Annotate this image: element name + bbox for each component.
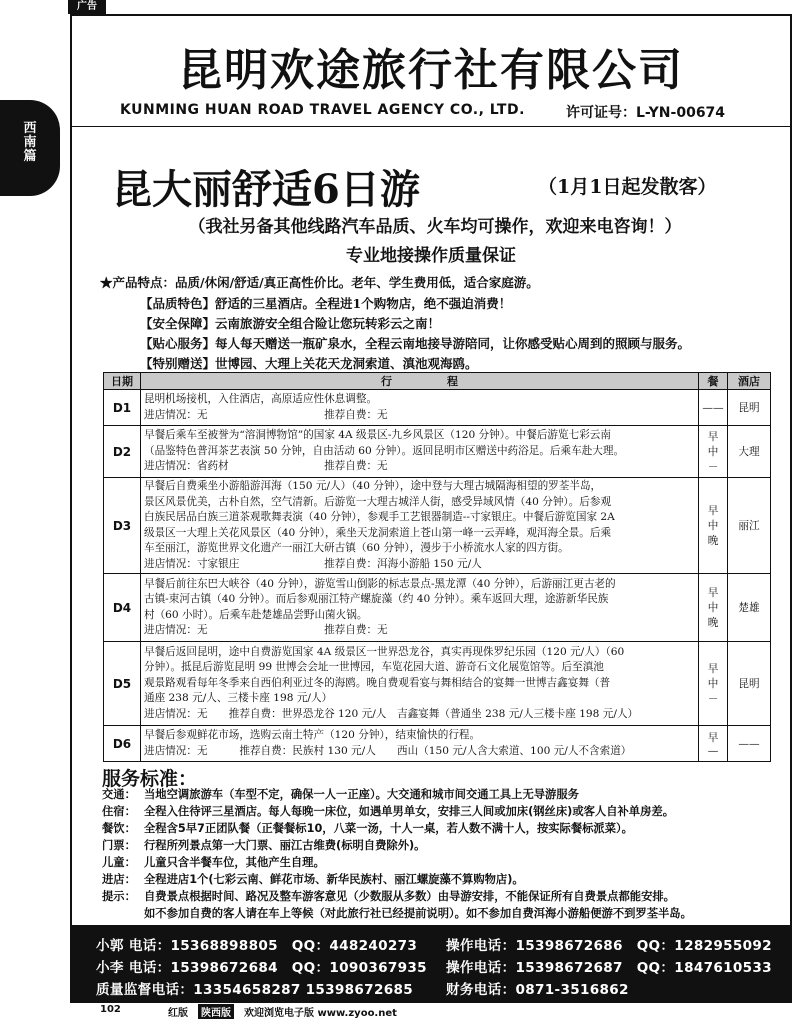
- header-hotel: 酒店: [728, 373, 771, 390]
- service-text: 如不参加自费的客人请在车上等候（对此旅行社已经提前说明）。如不参加自费洱海小游船便游不到罗荃半岛。: [144, 907, 692, 920]
- meal-cell: 早 中 －: [699, 426, 728, 478]
- service-label: 进店：: [102, 873, 136, 886]
- hotel-cell: 丽江: [728, 478, 771, 574]
- itinerary-line: 级景区一大理上关花风景区（40 分钟），乘坐天龙洞索道上苍山第一峰一云弄峰，观洱海全景。后乘: [144, 526, 612, 539]
- day-cell: D3: [104, 478, 141, 574]
- service-item: [102, 871, 524, 887]
- itinerary-line: 进店情况：无 推荐自费：世界恐龙谷 120 元/人 吉鑫宴舞（普通坐 238 元/人三楼卡座 198 元/人）: [144, 707, 639, 720]
- itinerary-line: 进店情况：寸家银庄 推荐自费：洱海小游船 150 元/人: [144, 557, 482, 570]
- itinerary-line: （品鉴特色普洱茶艺表演 50 分钟，自由活动 60 分钟）。返回昆明市区赠送中药浴足。后乘车赴大理。: [144, 444, 625, 457]
- table-row: [104, 478, 771, 574]
- service-text: 当地空调旅游车（车型不定，确保一人一正座）。大交通和城市间交通工具上无导游服务: [144, 788, 579, 801]
- itinerary-line: 早餐后参观鲜花市场，选购云南土特产（120 分钟），结束愉快的行程。: [144, 729, 481, 741]
- day-cell: D5: [104, 642, 141, 726]
- license-number: 许可证号：L-YN-00674: [566, 105, 726, 121]
- itinerary-line: 进店情况：省药材 推荐自费：无: [144, 460, 388, 473]
- day-cell: D4: [104, 574, 141, 642]
- service-label: 住宿：: [102, 805, 136, 818]
- itinerary-table: [103, 372, 771, 762]
- itinerary-line: 进店情况：无 推荐自费：民族村 130 元/人 西山（150 元/人含大索道、100 元/人不含索道）: [144, 744, 632, 757]
- service-label: 儿童：: [102, 856, 136, 869]
- service-text: 全程进店1个(七彩云南、鲜花市场、新华民族村、丽江螺旋藻不算购物店)。: [144, 873, 524, 886]
- service-text: 儿童只含半餐车位，其他产生自理。: [144, 856, 325, 869]
- company-name: 昆明欢途旅行社有限公司: [178, 45, 684, 96]
- service-item: [102, 837, 425, 853]
- header-date: 日期: [104, 373, 141, 390]
- itinerary-line: 进店情况：无 推荐自费：无: [144, 624, 388, 636]
- feature-line: ★产品特点：品质/休闲/舒适/真正高性价比。老年、学生费用低，适合家庭游。: [100, 275, 539, 290]
- service-item: [102, 888, 675, 904]
- feature-line: 【品质特色】舒适的三星酒店。全程进1个购物店，绝不强迫消费！: [140, 296, 512, 311]
- service-label: 门票：: [102, 839, 136, 852]
- service-item: [102, 820, 633, 836]
- edition-badge: 陕西版: [198, 1004, 234, 1019]
- contact-line: 小李 电话：15398672684 QQ：1090367935: [96, 960, 427, 976]
- table-row: [104, 574, 771, 642]
- section-tab-char: 南: [23, 135, 37, 150]
- meal-cell: 早 中 晚: [699, 574, 728, 642]
- header-itinerary: 行 程: [141, 373, 699, 390]
- hotel-cell: ——: [728, 726, 771, 762]
- itinerary-line: 白族民居品白族三道茶观歌舞表演（40 分钟），参观手工艺银器制造--寸家银庄。中餐后游览国家 2A: [144, 511, 615, 523]
- contact-line: 财务电话：0871-3516862: [446, 982, 629, 998]
- hotel-cell: 楚雄: [728, 574, 771, 642]
- section-tab-char: 西: [23, 121, 37, 136]
- itinerary-cell: [141, 478, 699, 574]
- service-label: 餐饮：: [102, 822, 136, 835]
- service-text: 自费景点根据时间、路况及整车游客意见（少数服从多数）由导游安排，不能保证所有自费景点都能安排。: [144, 890, 675, 903]
- divider: [72, 126, 790, 127]
- table-header-row: [104, 373, 771, 390]
- service-text: 全程含5早7正团队餐（正餐餐标10，八菜一汤，十人一桌，若人数不满十人，按实际餐标派菜）。: [144, 822, 633, 835]
- itinerary-line: 村（60 小时）。后乘车赴楚雄品尝野山菌火锅。: [144, 608, 368, 621]
- itinerary-line: 昆明机场接机，入住酒店，高原适应性休息调整。: [144, 393, 378, 405]
- service-title: 服务标准：: [102, 768, 198, 790]
- page-number: 102: [100, 1004, 121, 1015]
- itinerary-line: 进店情况：无 推荐自费：无: [144, 408, 388, 421]
- tour-notice: （我社另备其他线路汽车品质、火车均可操作，欢迎来电咨询！）: [188, 217, 682, 237]
- tour-subtitle: （1月1日起发散客）: [538, 176, 717, 198]
- itinerary-cell: [141, 726, 699, 762]
- service-item: [102, 786, 579, 802]
- itinerary-line: 车至丽江，游览世界文化遗产一丽江大研古镇（60 分钟），漫步于小桥流水人家的四方街。: [144, 542, 569, 554]
- service-item: [102, 854, 325, 870]
- section-tab: [0, 100, 60, 196]
- footer-link[interactable]: 欢迎浏览电子版 www.zyoo.net: [244, 1008, 397, 1019]
- meal-cell: 早 中 －: [699, 642, 728, 726]
- contact-line: 操作电话：15398672687 QQ：1847610533: [446, 960, 772, 976]
- table-row: [104, 426, 771, 478]
- itinerary-line: 早餐后前往东巴大峡谷（40 分钟），游览雪山倒影的标志景点-黑龙潭（40 分钟），后游丽江更古老的: [144, 577, 616, 590]
- itinerary-line: 早餐后返回昆明，途中自费游览国家 4A 级景区一世界恐龙谷，真实再现侏罗纪乐园（120 元/人）（60: [144, 645, 625, 658]
- hotel-cell: 大理: [728, 426, 771, 478]
- service-item: [102, 803, 674, 819]
- quality-guarantee: 专业地接操作质量保证: [346, 246, 516, 266]
- day-cell: D2: [104, 426, 141, 478]
- hotel-cell: 昆明: [728, 642, 771, 726]
- table-row: [104, 726, 771, 762]
- footer-brand: 红版: [168, 1008, 188, 1019]
- itinerary-line: 古镇-束河古镇（40 分钟）。而后参观丽江特产螺旋藻（约 40 分钟）。乘车返回大理，途游新华民族: [144, 593, 609, 605]
- ad-label: 广告: [68, 0, 106, 14]
- itinerary-line: 分钟）。抵昆后游览昆明 99 世博会会址一世博园，车览花园大道、游奇石文化展览馆等。后至滇池: [144, 661, 604, 674]
- meal-cell: 早 —: [699, 726, 728, 762]
- service-text: 全程入住待评三星酒店。每人每晚一床位，如遇单男单女，安排三人间或加床(钢丝床)或客人自补单房差。: [144, 805, 674, 818]
- meal-cell: ——: [699, 390, 728, 426]
- service-label: 提示：: [102, 890, 136, 903]
- contact-line: 操作电话：15398672686 QQ：1282955092: [446, 938, 772, 954]
- table-row: [104, 390, 771, 426]
- header-meal: 餐: [699, 373, 728, 390]
- itinerary-cell: [141, 642, 699, 726]
- feature-line: 【贴心服务】每人每天赠送一瓶矿泉水，全程云南地接导游陪同，让你感受贴心周到的照顾与服务。: [140, 336, 691, 351]
- itinerary-line: 通座 238 元/人、三楼卡座 198 元/人）: [144, 692, 333, 705]
- itinerary-cell: [141, 426, 699, 478]
- company-name-en: KUNMING HUAN ROAD TRAVEL AGENCY CO., LTD.: [120, 102, 525, 118]
- itinerary-line: 早餐后乘车至被誉为“溶洞博物馆”的国家 4A 级景区-九乡风景区（120 分钟）。中餐后游览七彩云南: [144, 429, 611, 442]
- hotel-cell: 昆明: [728, 390, 771, 426]
- section-tab-char: 篇: [23, 149, 37, 164]
- service-label: 交通：: [102, 788, 136, 801]
- service-item: [102, 905, 692, 921]
- day-cell: D6: [104, 726, 141, 762]
- day-cell: D1: [104, 390, 141, 426]
- itinerary-cell: [141, 390, 699, 426]
- tour-title: 昆大丽舒适6日游: [112, 166, 420, 213]
- feature-line: 【特别赠送】世博园、大理上关花天龙洞索道、滇池观海鸥。: [140, 356, 478, 371]
- itinerary-line: 景区风景优美，古朴自然，空气清新。后游览一大理古城洋人街，感受异域风情（40 分钟）。后参观: [144, 495, 612, 508]
- service-text: 行程所列景点第一大门票、丽江古维费(标明自费除外)。: [144, 839, 426, 852]
- table-row: [104, 642, 771, 726]
- itinerary-line: 早餐后自费乘坐小游船游洱海（150 元/人）（40 分钟），途中登与大理古城隔海相望的罗荃半岛，: [144, 480, 602, 492]
- meal-cell: 早 中 晚: [699, 478, 728, 574]
- feature-line: 【安全保障】云南旅游安全组合险让您玩转彩云之南！: [140, 316, 441, 331]
- itinerary-line: 观景路观看每年冬季来自西伯利亚过冬的海鸥。晚自费观看宴与舞相结合的宴舞一世博吉鑫宴舞（普: [144, 676, 611, 689]
- contact-line: 质量监督电话：13354658287 15398672685: [96, 982, 413, 998]
- itinerary-cell: [141, 574, 699, 642]
- contact-line: 小郭 电话：15368898805 QQ：448240273: [96, 938, 418, 954]
